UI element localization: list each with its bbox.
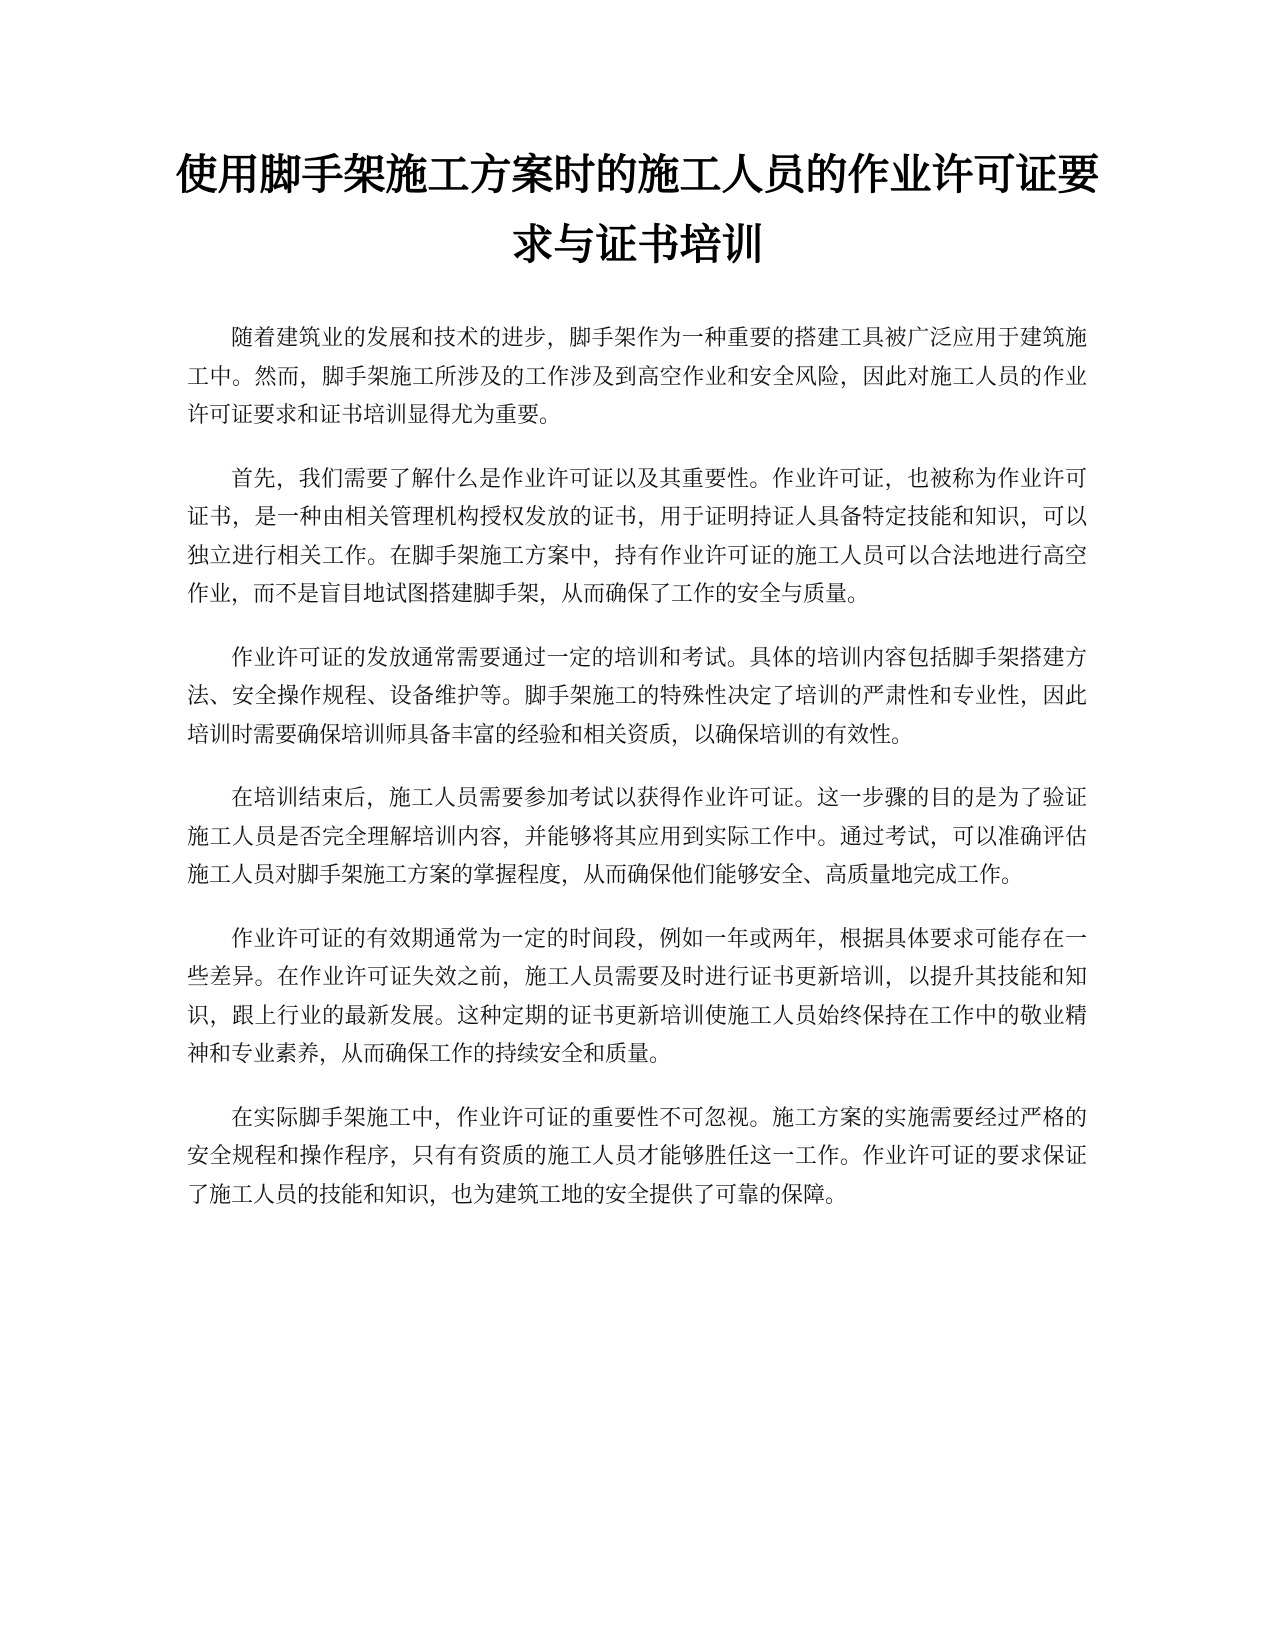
paragraph-1: 随着建筑业的发展和技术的进步，脚手架作为一种重要的搭建工具被广泛应用于建筑施工中。然而，脚手架施工所涉及的工作涉及到高空作业和安全风险，因此对施工人员的作业许可证要求和证书培训显得尤为重要。	[187, 326, 1087, 428]
paragraph-4: 在培训结束后，施工人员需要参加考试以获得作业许可证。这一步骤的目的是为了验证施工人员是否完全理解培训内容，并能够将其应用到实际工作中。通过考试，可以准确评估施工人员对脚手架施工方案的掌握程度，从而确保他们能够安全、高质量地完成工作。	[187, 786, 1087, 888]
paragraph-5: 作业许可证的有效期通常为一定的时间段，例如一年或两年，根据具体要求可能存在一些差异。在作业许可证失效之前，施工人员需要及时进行证书更新培训，以提升其技能和知识，跟上行业的最新发展。这种定期的证书更新培训使施工人员始终保持在工作中的敬业精神和专业素养，从而确保工作的持续安全和质量。	[187, 926, 1087, 1067]
document-title: 使用脚手架施工方案时的施工人员的作业许可证要求与证书培训	[175, 150, 1100, 269]
paragraph-3: 作业许可证的发放通常需要通过一定的培训和考试。具体的培训内容包括脚手架搭建方法、安全操作规程、设备维护等。脚手架施工的特殊性决定了培训的严肃性和专业性，因此培训时需要确保培训师具备丰富的经验和相关资质，以确保培训的有效性。	[187, 645, 1087, 748]
paragraph-6: 在实际脚手架施工中，作业许可证的重要性不可忽视。施工方案的实施需要经过严格的安全规程和操作程序，只有有资质的施工人员才能够胜任这一工作。作业许可证的要求保证了施工人员的技能和知识，也为建筑工地的安全提供了可靠的保障。	[187, 1105, 1087, 1208]
paragraph-2: 首先，我们需要了解什么是作业许可证以及其重要性。作业许可证，也被称为作业许可证书，是一种由相关管理机构授权发放的证书，用于证明持证人具备特定技能和知识，可以独立进行相关工作。在脚手架施工方案中，持有作业许可证的施工人员可以合法地进行高空作业，而不是盲目地试图搭建脚手架，从而确保了工作的安全与质量。	[187, 466, 1087, 607]
document-body	[187, 320, 1087, 1240]
